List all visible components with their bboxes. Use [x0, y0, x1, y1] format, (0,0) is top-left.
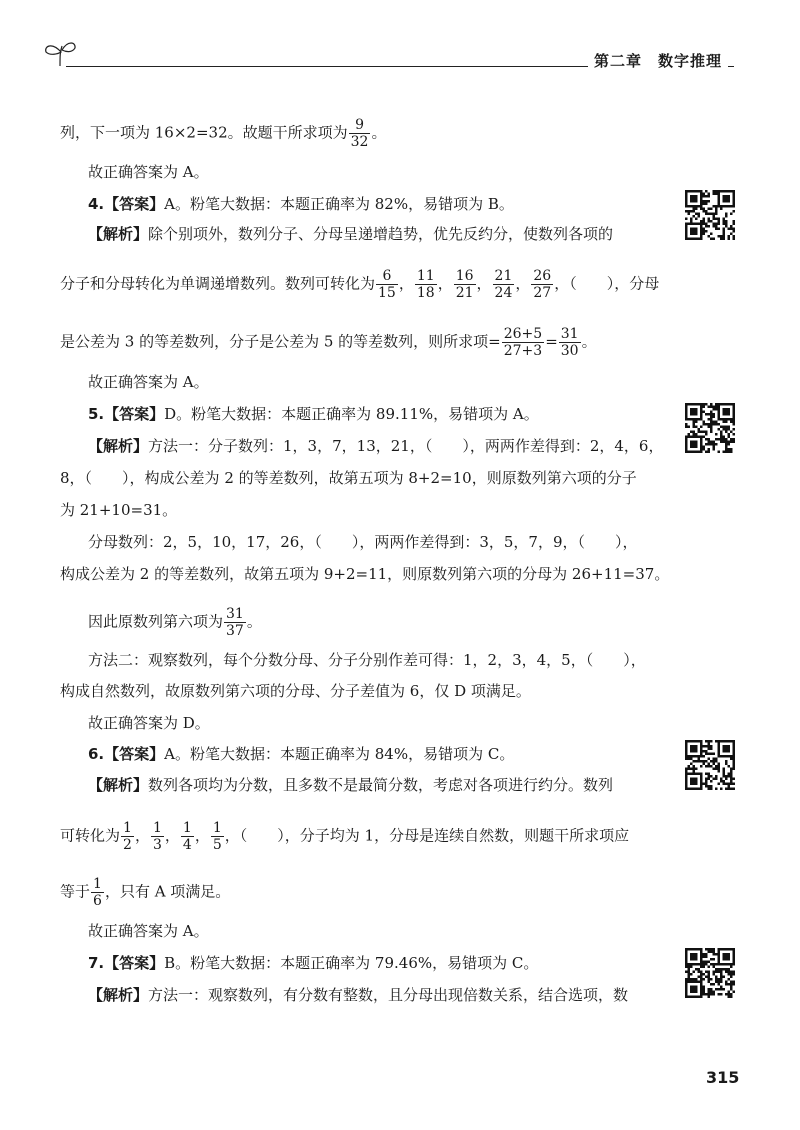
fraction: [454, 268, 476, 301]
fraction-numerator: 11: [416, 268, 435, 284]
text-span: ，（ ），分子均为 1，分母是连续自然数，则题干所求项应: [224, 826, 630, 845]
fraction-numerator: 6: [376, 268, 398, 285]
fraction-denominator: 3: [152, 837, 162, 853]
analysis-line: [88, 985, 628, 1005]
fraction-numerator: 26: [533, 268, 552, 284]
fraction: [151, 820, 164, 853]
fraction: [531, 268, 553, 301]
fraction: [502, 326, 544, 359]
answer-line-5: [88, 404, 539, 424]
fraction-denominator: 27: [533, 285, 552, 301]
fraction: [376, 268, 398, 301]
answer-line-7: [88, 953, 538, 973]
analysis-line: [88, 436, 663, 456]
fraction-denominator: 21: [455, 285, 474, 301]
text-span: 可转化为: [60, 826, 121, 845]
text-line: [60, 117, 386, 150]
fraction-numerator: 1: [152, 820, 162, 836]
fraction: [91, 876, 104, 909]
analysis-tag: 【解析】: [88, 776, 149, 794]
analysis-tag: 【解析】: [88, 437, 149, 455]
answer-text: B。粉笔大数据：本题正确率为 79.46%，易错项为 C。: [164, 954, 539, 972]
answer-conclusion: 故正确答案为 D。: [88, 714, 210, 732]
text-span: 。: [581, 332, 597, 351]
text-line: 构成公差为 2 的等差数列，故第五项为 9+2=11，则原数列第六项的分母为 26+11=37。: [60, 565, 670, 583]
fraction-numerator: 16: [455, 268, 474, 284]
answer-text: A。粉笔大数据：本题正确率为 84%，易错项为 C。: [164, 745, 515, 763]
fraction-denominator: 37: [226, 623, 244, 639]
answer-line-6: [88, 744, 514, 764]
fraction-numerator: 1: [93, 876, 102, 892]
fraction: [559, 326, 581, 359]
analysis-text: 除个别项外，数列分子、分母呈递增趋势，优先反约分，使数列各项的: [148, 225, 614, 243]
fraction-denominator: 4: [182, 837, 192, 853]
fraction-numerator: 31: [560, 326, 579, 342]
answer-conclusion: 故正确答案为 A。: [88, 922, 209, 940]
text-span: 是公差为 3 的等差数列，分子是公差为 5 的等差数列，则所求项=: [60, 332, 501, 351]
analysis-text: 数列各项均为分数，且多数不是最简分数，考虑对各项进行约分。数列: [148, 776, 614, 794]
qr-code-icon[interactable]: [685, 948, 735, 998]
text-line: [88, 606, 262, 639]
text-span: 分子和分母转化为单调递增数列。数列可转化为: [60, 274, 376, 293]
text-line: 方法二：观察数列，每个分数分母、分子分别作差可得：1，2，3，4，5，（ ），: [88, 651, 646, 669]
answer-conclusion: 故正确答案为 A。: [88, 163, 209, 181]
answer-tag: 5.【答案】: [88, 405, 165, 423]
text-span: 列，下一项为 16×2=32。故题干所求项为: [60, 123, 348, 142]
text-span: =: [545, 332, 558, 351]
chapter-title: 第二章 数字推理: [588, 50, 728, 71]
qr-code-icon[interactable]: [685, 403, 735, 453]
answer-line-4: [88, 194, 514, 214]
fraction-numerator: 1: [182, 820, 192, 836]
fraction-denominator: 32: [350, 134, 369, 150]
fraction: [415, 268, 437, 301]
fraction: [224, 606, 246, 639]
text-span: 。: [371, 123, 387, 142]
fraction-denominator: 24: [494, 285, 513, 301]
page-number: 315: [706, 1068, 740, 1087]
fraction-denominator: 15: [378, 285, 396, 301]
fraction-denominator: 30: [560, 343, 579, 359]
text-line: [60, 326, 597, 359]
fraction-denominator: 5: [212, 837, 222, 853]
text-line: 分母数列：2，5，10，17，26，（ ），两两作差得到：3，5，7，9，（ ），: [88, 533, 638, 551]
fraction-denominator: 27+3: [503, 343, 543, 359]
fraction: [349, 117, 371, 150]
text-span: ，（ ），分母: [554, 274, 660, 293]
text-line: 分子和分母转化为单调递增数列。数列可转化为 $\frac{6}{15}$ ， $\frac{11}{18}$ ， $\frac{16}{21}$ ， $\frac{21}{24}$ ， $\frac{26}{27}$ ，（ ），分母: [60, 268, 660, 301]
qr-code-icon[interactable]: [685, 740, 735, 790]
answer-tag: 4.【答案】: [88, 195, 165, 213]
fraction: [211, 820, 224, 853]
fraction-numerator: 21: [494, 268, 513, 284]
analysis-line: [88, 775, 613, 795]
fraction: [181, 820, 194, 853]
fraction-numerator: 31: [226, 606, 244, 622]
analysis-tag: 【解析】: [88, 225, 149, 243]
analysis-text: 方法一：观察数列，有分数有整数，且分母出现倍数关系，结合选项，数: [148, 986, 629, 1004]
qr-code-icon[interactable]: [685, 190, 735, 240]
analysis-line: [88, 224, 613, 244]
answer-text: D。粉笔大数据：本题正确率为 89.11%，易错项为 A。: [164, 405, 539, 423]
answer-tag: 7.【答案】: [88, 954, 165, 972]
text-span: 等于: [60, 882, 91, 901]
text-line: 8，（ ），构成公差为 2 的等差数列，故第五项为 8+2=10，则原数列第六项的分子: [60, 469, 637, 487]
text-line: 为 21+10=31。: [60, 501, 178, 519]
text-line: [60, 876, 230, 909]
analysis-tag: 【解析】: [88, 986, 149, 1004]
fraction-denominator: 6: [93, 893, 102, 909]
fraction-numerator: 26+5: [503, 326, 543, 342]
sprout-icon: [40, 38, 80, 70]
text-span: 因此原数列第六项为: [88, 612, 224, 631]
fraction-denominator: 2: [123, 837, 132, 853]
text-span: ，只有 A 项满足。: [104, 882, 231, 901]
fraction: [493, 268, 515, 301]
fraction: [121, 820, 134, 853]
answer-tag: 6.【答案】: [88, 745, 165, 763]
text-span: 。: [246, 612, 262, 631]
analysis-text: 方法一：分子数列：1，3，7，13，21，（ ），两两作差得到：2，4，6，: [148, 437, 664, 455]
text-line: 可转化为 $\frac{1}{2}$ ， $\frac{1}{3}$ ， $\frac{1}{4}$ ， $\frac{1}{5}$ ，（ ），分子均为 1，分母是连续自然数，则题干所求项应: [60, 820, 630, 853]
answer-conclusion: 故正确答案为 A。: [88, 373, 209, 391]
fraction-denominator: 18: [416, 285, 435, 301]
text-line: 构成自然数列，故原数列第六项的分母、分子差值为 6，仅 D 项满足。: [60, 682, 531, 700]
fraction-numerator: 9: [349, 117, 371, 134]
answer-text: A。粉笔大数据：本题正确率为 82%，易错项为 B。: [164, 195, 514, 213]
fraction-numerator: 1: [212, 820, 222, 836]
fraction-numerator: 1: [123, 820, 132, 836]
